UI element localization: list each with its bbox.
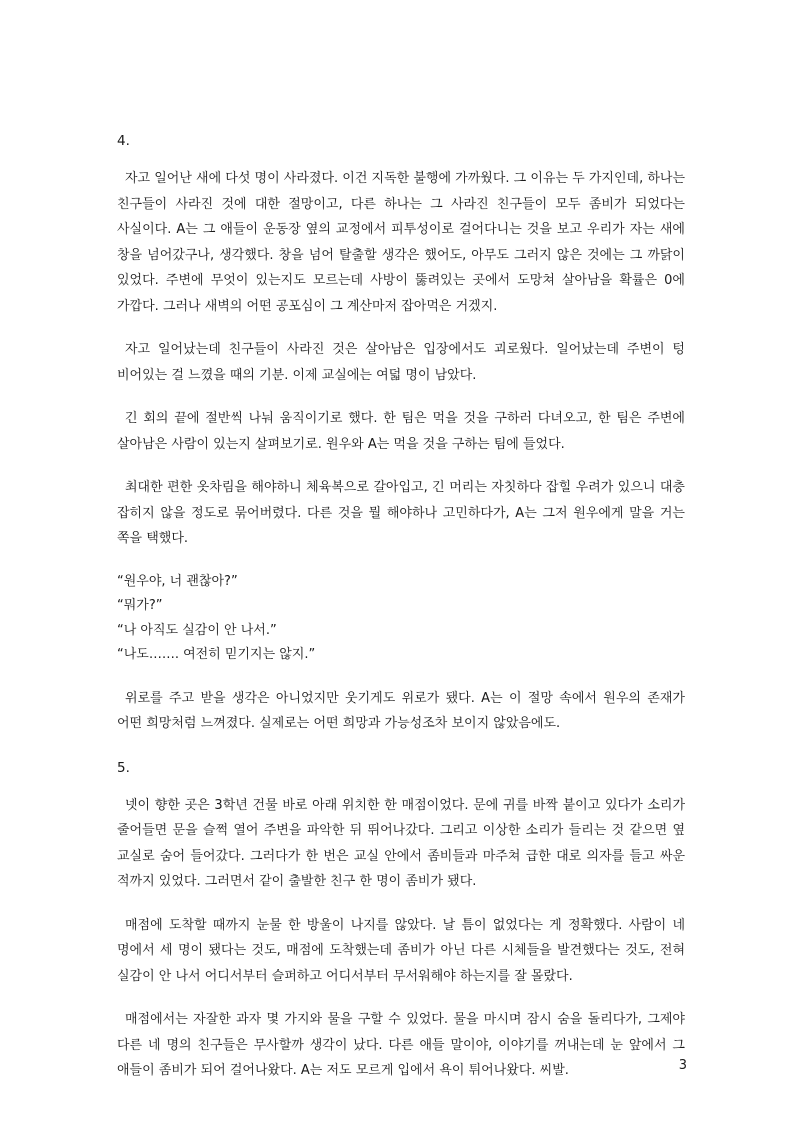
dialog-line: “원우야, 너 괜찮아?” bbox=[117, 573, 238, 589]
dialog-line: “나 아직도 실감이 안 나서.” bbox=[117, 622, 277, 638]
dialog-line: “나도……. 여전히 믿기지는 않지.” bbox=[117, 647, 316, 662]
dialog-block bbox=[117, 570, 685, 668]
paragraph: 자고 일어난 새에 다섯 명이 사라졌다. 이건 지독한 불행에 가까웠다. 그 이유는 두 가지인데, 하나는 친구들이 사라진 것에 대한 절망이고, 다른 하나는 그 사라진 친구들이 모두 좀비가 되었다는 사실이다. A는 그 애들이 운동장 옆의 교정에서 피투성이로 걸어다니는 것을 보고 우리가 자는 새에 창을 넘어갔구나, 생각했다. 창을 넘어 탈출할 생각은 했어도, 아무도 그러지 않은 것에는 그 까닭이 있었다. 주변에 무엇이 있는지도 모르는데 사방이 뚫려있는 곳에서 도망쳐 살아남을 확률은 0에 가깝다. 그러나 새벽의 어떤 공포심이 그 계산마저 잡아먹은 거겠지. bbox=[117, 171, 686, 314]
paragraph: 긴 회의 끝에 절반씩 나눠 움직이기로 했다. 한 팀은 먹을 것을 구하러 다녀오고, 한 팀은 주변에 살아남은 사람이 있는지 살펴보기로. 원우와 A는 먹을 것을 구하는 팀에 들었다. bbox=[117, 411, 685, 452]
paragraph: 넷이 향한 곳은 3학년 건물 바로 아래 위치한 한 매점이었다. 문에 귀를 바짝 붙이고 있다가 소리가 줄어들면 문을 슬쩍 열어 주변을 파악한 뒤 뛰어나갔다. 그리고 이상한 소리가 들리는 것 같으면 옆 교실로 숨어 들어갔다. 그러다가 한 번은 교실 안에서 좀비들과 마주쳐 급한 대로 의자를 들고 싸운 적까지 있었다. 그러면서 같이 출발한 친구 한 명이 좀비가 됐다. bbox=[117, 797, 685, 889]
paragraph: 매점에서는 자잘한 과자 몇 가지와 물을 구할 수 있었다. 물을 마시며 잠시 숨을 돌리다가, 그제야 다른 네 명의 친구들은 무사할까 생각이 났다. 다른 애들 말이야, 이야기를 꺼내는데 눈 앞에서 그 애들이 좀비가 되어 걸어나왔다. A는 저도 모르게 입에서 욕이 튀어나왔다. 씨발. bbox=[117, 1012, 685, 1078]
paragraph: 최대한 편한 옷차림을 해야하니 체육복으로 갈아입고, 긴 머리는 자칫하다 잡힐 우려가 있으니 대충 잡히지 않을 정도로 묶어버렸다. 다른 것을 뭘 해야하나 고민하다가, A는 그저 원우에게 말을 거는 쪽을 택했다. bbox=[117, 480, 685, 546]
section-number: 5. bbox=[117, 759, 130, 776]
paragraph: 매점에 도착할 때까지 눈물 한 방울이 나지를 않았다. 날 틈이 없었다는 게 정확했다. 사람이 네 명에서 세 명이 됐다는 것도, 매점에 도착했는데 좀비가 아닌 다른 시체들을 발견했다는 것도, 전혀 실감이 안 나서 어디서부터 슬퍼하고 어디서부터 무서워해야 하는지를 잘 몰랐다. bbox=[117, 917, 685, 984]
dialog-line: “뭐가?” bbox=[117, 598, 163, 613]
page-number: 3 bbox=[678, 1058, 687, 1073]
section-number: 4. bbox=[117, 133, 130, 149]
section-4 bbox=[117, 128, 685, 737]
document-body bbox=[117, 128, 685, 1102]
paragraph: 자고 일어났는데 친구들이 사라진 것은 살아남은 입장에서도 괴로웠다. 일어났는데 주변이 텅 비어있는 걸 느꼈을 때의 기분. 이제 교실에는 여덟 명이 남았다. bbox=[117, 342, 685, 383]
paragraph: 위로를 주고 받을 생각은 아니었지만 웃기게도 위로가 됐다. A는 이 절망 속에서 원우의 존재가 어떤 희망처럼 느껴졌다. 실제로는 어떤 희망과 가능성조차 보이지 않았음에도. bbox=[117, 690, 685, 731]
section-5 bbox=[117, 755, 685, 1084]
